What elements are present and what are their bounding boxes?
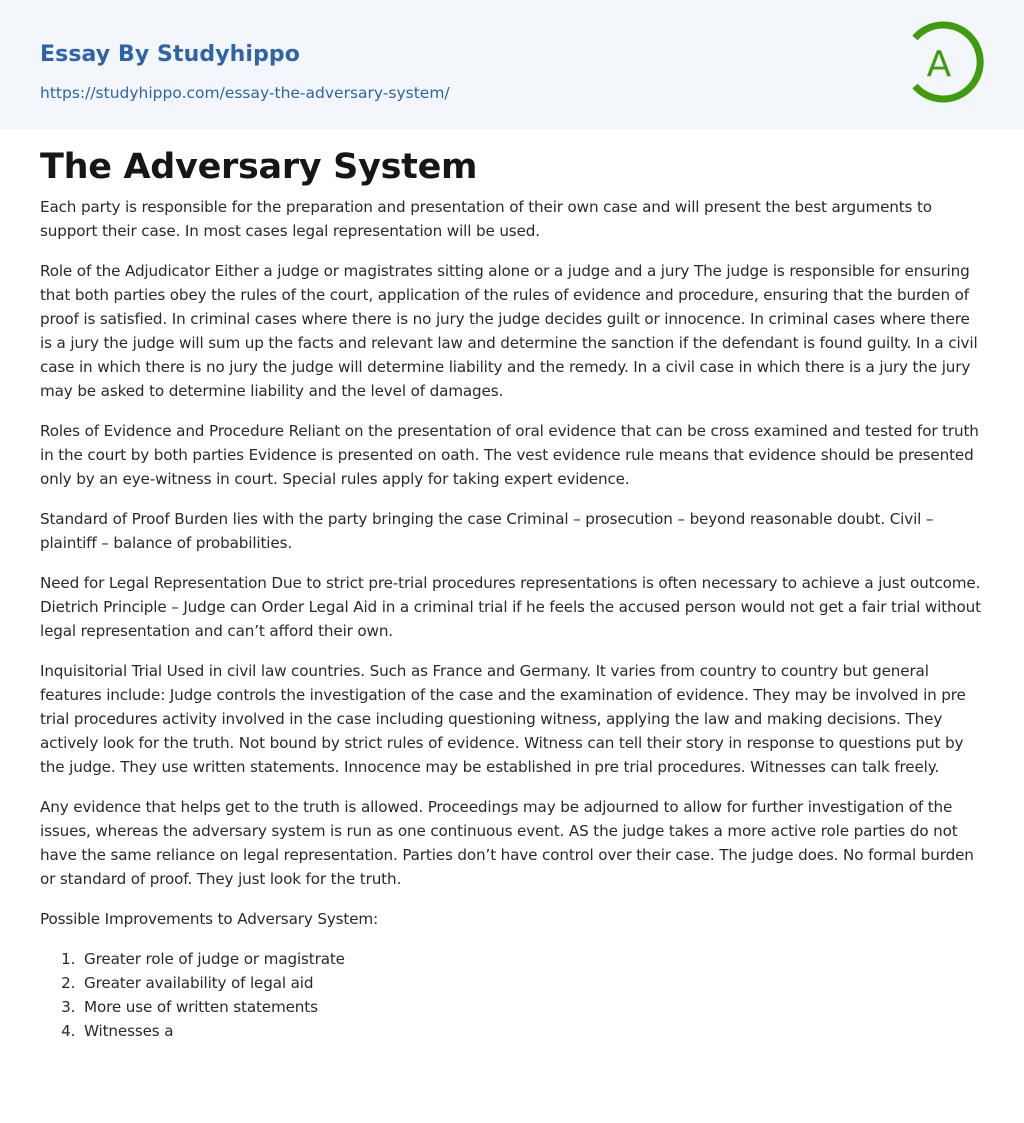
paragraph: Possible Improvements to Adversary System:: [40, 910, 379, 928]
paragraph: Need for Legal Representation Due to strict pre-trial procedures representations is often necessary to achieve a just outcome. Dietrich Principle – Judge can Order Legal Aid in a criminal trial if he feels the accused person would not get a fair trial without legal representation and can’t afford their own.: [40, 574, 981, 640]
paragraph: Each party is responsible for the preparation and presentation of their own case and will present the best arguments to support their case. In most cases legal representation will be used.: [40, 198, 932, 240]
list-item: 1. Greater role of judge or magistrate: [80, 947, 984, 971]
paragraph: Roles of Evidence and Procedure Reliant on the presentation of oral evidence that can be cross examined and tested for truth in the court by both parties Evidence is presented on oath. The vest evidence rule means that evidence should be presented only by an eye-witness in court. Special rules apply for taking expert evidence.: [40, 422, 979, 488]
list-item: 4. Witnesses a: [80, 1019, 984, 1043]
paragraph: Role of the Adjudicator Either a judge or magistrates sitting alone or a judge and a jury The judge is responsible for ensuring that both parties obey the rules of the court, application of the rules of evidence and procedure, ensuring that the burden of proof is satisfied. In criminal cases where there is no jury the judge decides guilt or innocence. In criminal cases where there is a jury the judge will sum up the facts and relevant law and determine the sanction if the defendant is found guilty. In a civil case in which there is no jury the judge will determine liability and the remedy. In a civil case in which there is a jury the jury may be asked to determine liability and the level of damages.: [40, 262, 978, 400]
studyhippo-logo-icon[interactable]: [905, 18, 989, 106]
essay-body: [0, 129, 1024, 1043]
brand-title: Essay By Studyhippo: [40, 42, 300, 67]
paragraph: Inquisitorial Trial Used in civil law countries. Such as France and Germany. It varies from country to country but general features include: Judge controls the investigation of the case and the examination of evidence. They may be involved in pre trial procedures activity involved in the case including questioning witness, applying the law and making decisions. They actively look for the truth. Not bound by strict rules of evidence. Witness can tell their story in response to questions put by the judge. They use written statements. Innocence may be established in pre trial procedures. Witnesses can talk freely.: [40, 662, 966, 776]
site-header: [0, 0, 1024, 129]
list-item: 3. More use of written statements: [80, 995, 984, 1019]
paragraph: Standard of Proof Burden lies with the party bringing the case Criminal – prosecution – beyond reasonable doubt. Civil – plaintiff – balance of probabilities.: [40, 510, 934, 552]
paragraph: Any evidence that helps get to the truth is allowed. Proceedings may be adjourned to allow for further investigation of the issues, whereas the adversary system is run as one continuous event. AS the judge takes a more active role parties do not have the same reliance on legal representation. Parties don’t have control over their case. The judge does. No formal burden or standard of proof. They just look for the truth.: [40, 798, 974, 888]
improvements-list: [40, 947, 984, 1043]
list-item: 2. Greater availability of legal aid: [80, 971, 984, 995]
essay-url[interactable]: https://studyhippo.com/essay-the-adversary-system/: [40, 84, 450, 102]
essay-title: The Adversary System: [40, 147, 478, 187]
svg-text:A: A: [926, 44, 952, 85]
